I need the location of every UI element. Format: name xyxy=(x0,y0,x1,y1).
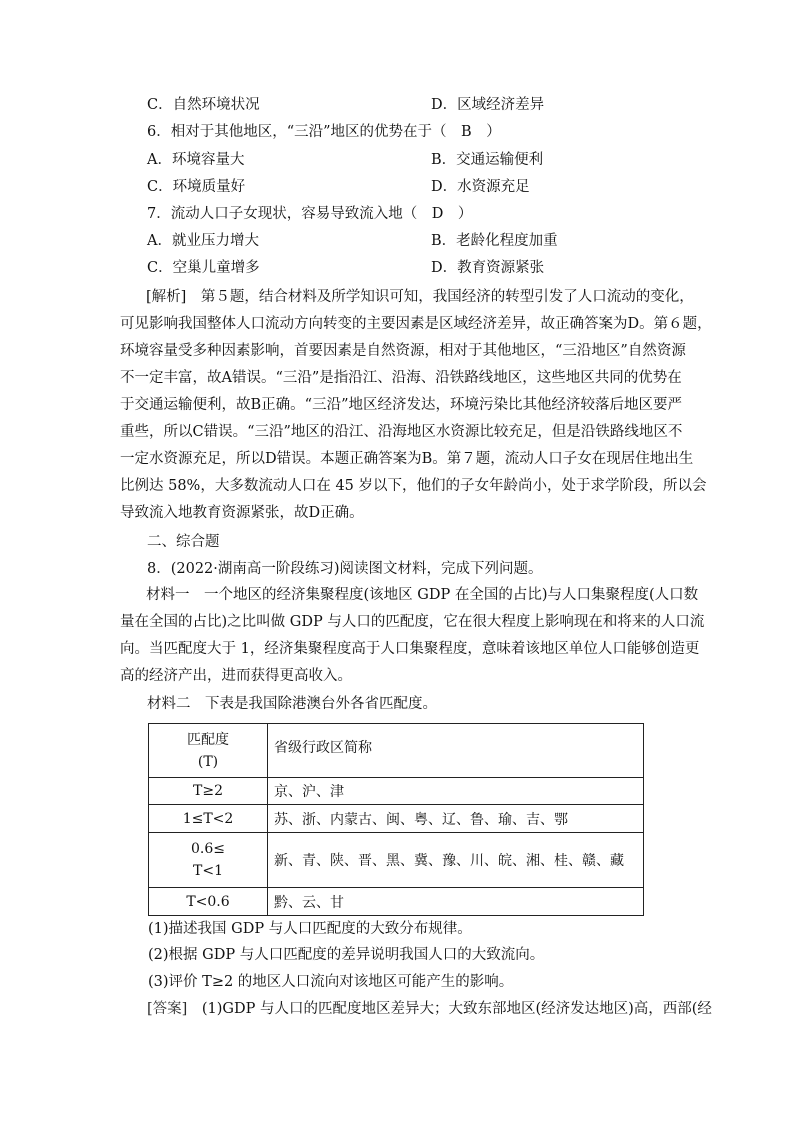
table-row xyxy=(149,833,644,888)
q7-stem: 7．流动人口子女现状，容易导致流入地（ D ） xyxy=(147,206,473,222)
q7-options-row-2 xyxy=(147,259,667,277)
table-cell-range: T≥2 xyxy=(149,778,268,805)
q8-stem: 8．(2022·湖南高一阶段练习)阅读图文材料，完成下列问题。 xyxy=(147,561,543,577)
q6-options-row-2 xyxy=(147,178,667,196)
analysis-line: 比例达 58%，大多数流动人口在 45 岁以下，他们的子女年龄尚小，处于求学阶段，所以会 xyxy=(120,478,707,494)
analysis-line: 一定水资源充足，所以D错误。本题正确答案为B。第７题，流动人口子女在现居住地出生 xyxy=(120,451,694,467)
q5-option-d: D．区域经济差异 xyxy=(431,97,545,113)
answer-line xyxy=(147,1000,712,1018)
analysis-line: 重些，所以C错误。“三沿”地区的沿江、沿海地区水资源比较充足，但是沿铁路线地区不 xyxy=(120,424,683,440)
table-cell-range: 1≤T<2 xyxy=(149,805,268,833)
table-cell-provinces: 黔、云、甘 xyxy=(268,888,644,916)
answer-tag: [答案] xyxy=(147,1001,188,1017)
q5-options-row xyxy=(147,96,667,114)
table-cell-range xyxy=(149,833,268,888)
q6-option-c: C．环境质量好 xyxy=(147,179,246,195)
table-cell-range: T<0.6 xyxy=(149,888,268,916)
table-header-degree-line1: 匹配度 xyxy=(187,731,229,748)
section-heading: 二、综合题 xyxy=(147,534,220,550)
material1-line: 材料一 一个地区的经济集聚程度(该地区 GDP 在全国的占比)与人口集聚程度(人口数 xyxy=(146,587,699,603)
analysis-line: [解析] 第５题，结合材料及所学知识可知，我国经济的转型引发了人口流动的变化， xyxy=(146,289,694,305)
table-header-degree-line2: (T) xyxy=(197,753,219,770)
table-row xyxy=(149,888,644,916)
material1-line: 向。当匹配度大于 1，经济集聚程度高于人口集聚程度，意味着该地区单位人口能够创造更 xyxy=(120,641,700,657)
answer-text: (1)GDP 与人口的匹配度地区差异大；大致东部地区(经济发达地区)高，西部(经 xyxy=(187,1001,712,1017)
table-header-row xyxy=(149,724,644,778)
matching-degree-table xyxy=(148,723,644,916)
material2-intro: 材料二 下表是我国除港澳台外各省匹配度。 xyxy=(147,696,437,712)
table-row xyxy=(149,805,644,833)
material1-line: 高的经济产出，进而获得更高收入。 xyxy=(120,668,352,684)
q6-options-row-1 xyxy=(147,151,667,169)
analysis-line: 可见影响我国整体人口流动方向转变的主要因素是区域经济差异，故正确答案为D。第６题， xyxy=(120,316,712,332)
q6-option-d: D．水资源充足 xyxy=(431,179,530,195)
analysis-line: 环境容量受多种因素影响，首要因素是自然资源，相对于其他地区，“三沿地区”自然资源 xyxy=(120,343,686,359)
q7-options-row-1 xyxy=(147,232,667,250)
q5-option-c: C．自然环境状况 xyxy=(147,97,260,113)
question-1: (1)描述我国 GDP 与人口匹配度的大致分布规律。 xyxy=(148,921,472,937)
q7-option-c: C．空巢儿童增多 xyxy=(147,260,260,276)
table-cell-provinces: 新、青、陕、晋、黑、冀、豫、川、皖、湘、桂、赣、藏 xyxy=(268,833,644,888)
analysis-line: 于交通运输便利，故B正确。“三沿”地区经济发达，环境污染比其他经济较落后地区要严 xyxy=(120,397,682,413)
analysis-paragraph xyxy=(120,284,712,527)
table-cell-provinces: 苏、浙、内蒙古、闽、粤、辽、鲁、瑜、吉、鄂 xyxy=(268,805,644,833)
question-2: (2)根据 GDP 与人口匹配度的差异说明我国人口的大致流向。 xyxy=(148,947,545,963)
q6-option-b: B．交通运输便利 xyxy=(431,152,544,168)
table-header-provinces xyxy=(268,724,644,778)
analysis-line: 导致流入地教育资源紧张，故D正确。 xyxy=(120,505,364,521)
material1-paragraph xyxy=(120,582,705,690)
table-header-degree xyxy=(149,724,268,778)
table-cell-range-line1: 0.6≤ xyxy=(191,841,225,857)
q7-option-d: D．教育资源紧张 xyxy=(431,260,545,276)
table-cell-provinces: 京、沪、津 xyxy=(268,778,644,805)
table-row xyxy=(149,778,644,805)
material1-line: 量在全国的占比)之比叫做 GDP 与人口的匹配度，它在很大程度上影响现在和将来的人口流 xyxy=(120,614,705,630)
q7-option-a: A．就业压力增大 xyxy=(147,233,259,249)
q6-stem: 6．相对于其他地区，“三沿”地区的优势在于（ B ） xyxy=(147,124,501,140)
table-header-provinces-label: 省级行政区简称 xyxy=(274,739,372,756)
analysis-line: 不一定丰富，故A错误。“三沿”是指沿江、沿海、沿铁路线地区，这些地区共同的优势在 xyxy=(120,370,682,386)
table-cell-range-line2: T<1 xyxy=(193,863,223,879)
q7-option-b: B．老龄化程度加重 xyxy=(431,233,558,249)
question-3: (3)评价 T≥2 的地区人口流向对该地区可能产生的影响。 xyxy=(148,974,514,990)
q6-option-a: A．环境容量大 xyxy=(147,152,245,168)
